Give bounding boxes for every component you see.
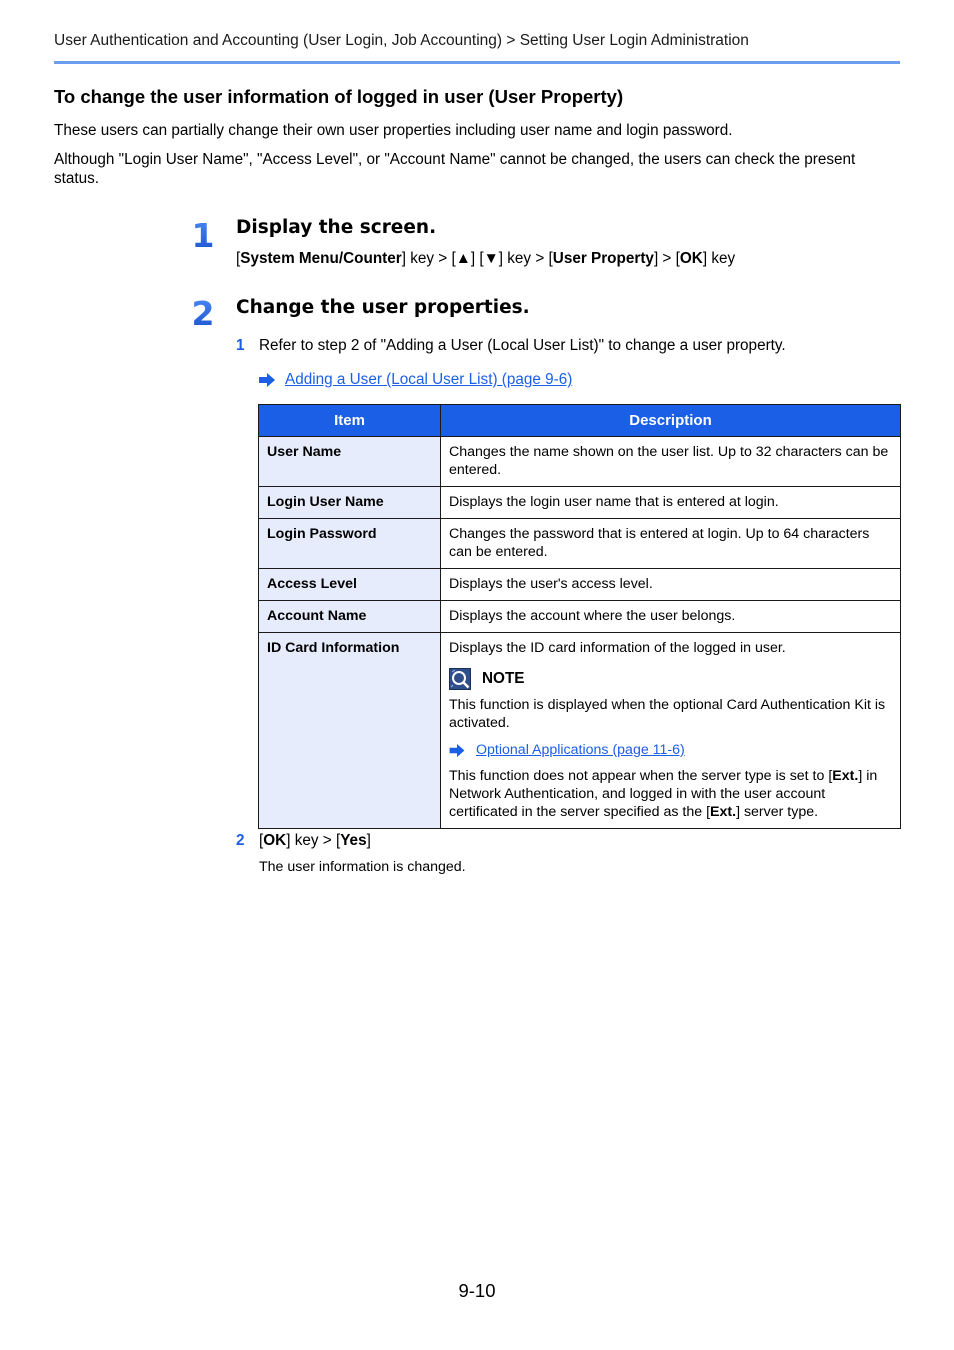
xref-adding-user: [259, 371, 572, 389]
table-row: [259, 633, 901, 829]
note-text-2: [449, 767, 892, 821]
table-row: [259, 601, 901, 633]
note-header: [449, 668, 892, 690]
table-row: [259, 437, 901, 487]
row-item: User Name: [259, 437, 441, 487]
table-row: [259, 487, 901, 519]
key-system-menu: System Menu/Counter: [240, 250, 402, 267]
arrow-right-icon: [449, 744, 465, 757]
row-description: Displays the login user name that is entered at login.: [441, 487, 901, 519]
note-label: NOTE: [482, 670, 525, 687]
keypath-text: [: [259, 832, 264, 849]
step-2-title: Change the user properties.: [236, 297, 530, 318]
column-header-item: Item: [259, 405, 441, 437]
user-property-table: [258, 404, 901, 829]
id-card-description: Displays the ID card information of the logged in user.: [449, 640, 786, 656]
substep-number: 1: [236, 337, 245, 354]
note-icon: [449, 668, 471, 690]
note-text-part: ] server type.: [736, 804, 819, 820]
note-text-bold: Ext.: [710, 804, 737, 820]
intro-paragraph: These users can partially change their own user properties including user name and login password.: [54, 122, 733, 139]
substep-text: [259, 832, 371, 850]
svg-text:2: 2: [191, 296, 215, 330]
section-title: To change the user information of logged in user (User Property): [54, 86, 624, 107]
header-divider: [54, 61, 900, 64]
key-user-property: User Property: [552, 250, 654, 267]
row-description: Displays the account where the user belongs.: [441, 601, 901, 633]
key-ok: OK: [263, 832, 287, 849]
xref-optional-apps: [449, 741, 892, 759]
arrow-right-icon: [259, 373, 275, 387]
keypath-text: ] key: [702, 250, 736, 267]
keypath-text: ] > [: [653, 250, 680, 267]
breadcrumb: User Authentication and Accounting (User Login, Job Accounting) > Setting User Login Administration: [54, 32, 749, 49]
table-header-row: [259, 405, 901, 437]
step-number-1-icon: [188, 218, 218, 252]
row-item: Access Level: [259, 569, 441, 601]
keypath-text: [: [236, 250, 241, 267]
adding-user-link[interactable]: Adding a User (Local User List) (page 9-6): [285, 371, 573, 388]
row-description: Changes the name shown on the user list. Up to 32 characters can be entered.: [441, 437, 901, 487]
step-number-2-icon: [188, 296, 218, 330]
table-row: [259, 519, 901, 569]
svg-text:1: 1: [191, 218, 215, 252]
step-1-keypath: [236, 250, 735, 268]
row-item: Login User Name: [259, 487, 441, 519]
optional-applications-link[interactable]: Optional Applications (page 11-6): [476, 742, 685, 758]
intro-paragraph: Although "Login User Name", "Access Level", or "Account Name" cannot be changed, the users can check the present status.: [54, 151, 856, 187]
note-text-part: ] in Network Authentication, and logged in with the user account certificated in the server specified as the [: [449, 768, 878, 820]
page-number: 9-10: [458, 1280, 496, 1301]
substep-number: 2: [236, 832, 245, 849]
row-item: Account Name: [259, 601, 441, 633]
keypath-text: ] key > [▲] [▼] key > [: [401, 250, 553, 267]
row-description: [441, 633, 901, 829]
result-text: The user information is changed.: [259, 859, 466, 875]
table-row: [259, 569, 901, 601]
row-item: ID Card Information: [259, 633, 441, 829]
keypath-text: ]: [366, 832, 371, 849]
key-yes: Yes: [340, 832, 367, 849]
substep-text: Refer to step 2 of "Adding a User (Local User List)" to change a user property.: [259, 337, 786, 354]
row-item: Login Password: [259, 519, 441, 569]
note-text-bold: Ext.: [832, 768, 859, 784]
note-text-part: This function does not appear when the server type is set to [: [449, 768, 833, 784]
keypath-text: ] key > [: [286, 832, 341, 849]
step-1-title: Display the screen.: [236, 217, 437, 238]
key-ok: OK: [679, 250, 703, 267]
column-header-description: Description: [441, 405, 901, 437]
note-text: This function is displayed when the optional Card Authentication Kit is activated.: [449, 697, 886, 731]
row-description: Displays the user's access level.: [441, 569, 901, 601]
row-description: Changes the password that is entered at login. Up to 64 characters can be entered.: [441, 519, 901, 569]
